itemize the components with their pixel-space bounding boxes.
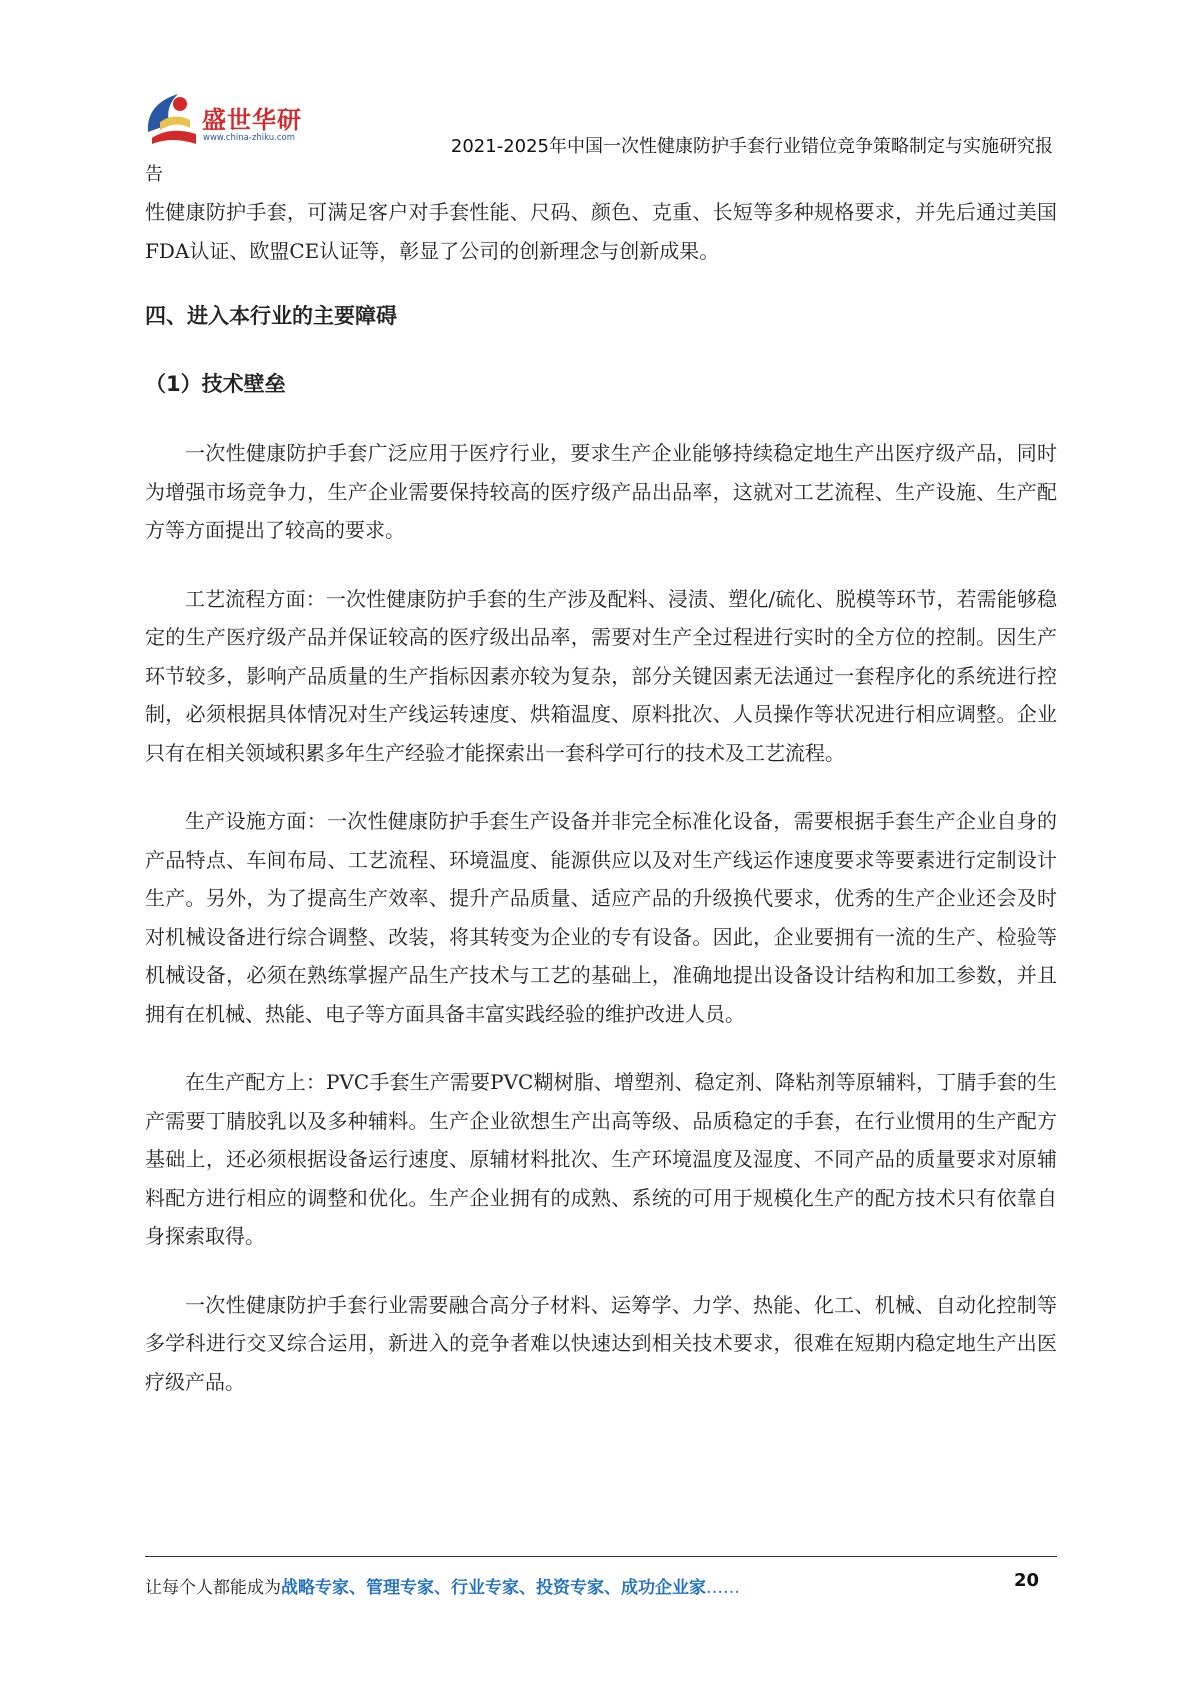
logo-url: www.china-zhiku.com bbox=[203, 133, 295, 143]
document-body bbox=[145, 193, 1057, 1401]
intro-paragraph: 性健康防护手套，可满足客户对手套性能、尺码、颜色、克重、长短等多种规格要求，并先后通过美国FDA认证、欧盟CE认证等，彰显了公司的创新理念与创新成果。 bbox=[145, 200, 1057, 263]
body-paragraph: 一次性健康防护手套行业需要融合高分子材料、运筹学、力学、热能、化工、机械、自动化控制等多学科进行交叉综合运用，新进入的竞争者难以快速达到相关技术要求，很难在短期内稳定地生产出医疗级产品。 bbox=[145, 1292, 1057, 1394]
footer-divider bbox=[145, 1556, 1057, 1557]
body-paragraph: 一次性健康防护手套广泛应用于医疗行业，要求生产企业能够持续稳定地生产出医疗级产品，同时为增强市场竞争力，生产企业需要保持较高的医疗级产品出品率，这就对工艺流程、生产设施、生产配方等方面提出了较高的要求。 bbox=[145, 441, 1057, 542]
body-paragraph: 工艺流程方面：一次性健康防护手套的生产涉及配料、浸渍、塑化/硫化、脱模等环节，若需能够稳定的生产医疗级产品并保证较高的医疗级出品率，需要对生产全过程进行实时的全方位的控制。因生产环节较多，影响产品质量的生产指标因素亦较为复杂，部分关键因素无法通过一套程序化的系统进行控制，必须根据具体情况对生产线运转速度、烘箱温度、原料批次、人员操作等状况进行相应调整。企业只有在相关领域积累多年生产经验才能探索出一套科学可行的技术及工艺流程。 bbox=[145, 586, 1057, 765]
slogan-prefix: 让每个人都能成为 bbox=[145, 1578, 281, 1598]
page-number: 20 bbox=[1013, 1570, 1039, 1591]
body-paragraph: 生产设施方面：一次性健康防护手套生产设备并非完全标准化设备，需要根据手套生产企业自身的产品特点、车间布局、工艺流程、环境温度、能源供应以及对生产线运作速度要求等要素进行定制设计生产。另外，为了提高生产效率、提升产品质量、适应产品的升级换代要求，优秀的生产企业还会及时对机械设备进行综合调整、改装，将其转变为企业的专有设备。因此，企业要拥有一流的生产、检验等机械设备，必须在熟练掌握产品生产技术与工艺的基础上，准确地提出设备设计结构和加工参数，并且拥有在机械、热能、电子等方面具备丰富实践经验的维护改进人员。 bbox=[145, 809, 1057, 1026]
report-title-continued: 告 bbox=[145, 164, 163, 185]
slogan-suffix: …… bbox=[706, 1578, 740, 1598]
slogan-highlight: 战略专家、管理专家、行业专家、投资专家、成功企业家 bbox=[281, 1578, 706, 1598]
section-heading: 四、进入本行业的主要障碍 bbox=[145, 304, 397, 328]
logo-text: 盛世华研 bbox=[202, 106, 302, 134]
report-title: 2021-2025年中国一次性健康防护手套行业错位竞争策略制定与实施研究报 bbox=[450, 136, 1053, 157]
subsection-heading: （1）技术壁垒 bbox=[145, 372, 286, 396]
page-header bbox=[0, 0, 1191, 190]
body-paragraph: 在生产配方上：PVC手套生产需要PVC糊树脂、增塑剂、稳定剂、降粘剂等原辅料，丁腈手套的生产需要丁腈胶乳以及多种辅料。生产企业欲想生产出高等级、品质稳定的手套，在行业惯用的生产配方基础上，还必须根据设备运行速度、原辅材料批次、生产环境温度及湿度、不同产品的质量要求对原辅料配方进行相应的调整和优化。生产企业拥有的成熟、系统的可用于规模化生产的配方技术只有依靠自身探索取得。 bbox=[145, 1070, 1057, 1248]
footer-slogan bbox=[145, 1573, 740, 1598]
